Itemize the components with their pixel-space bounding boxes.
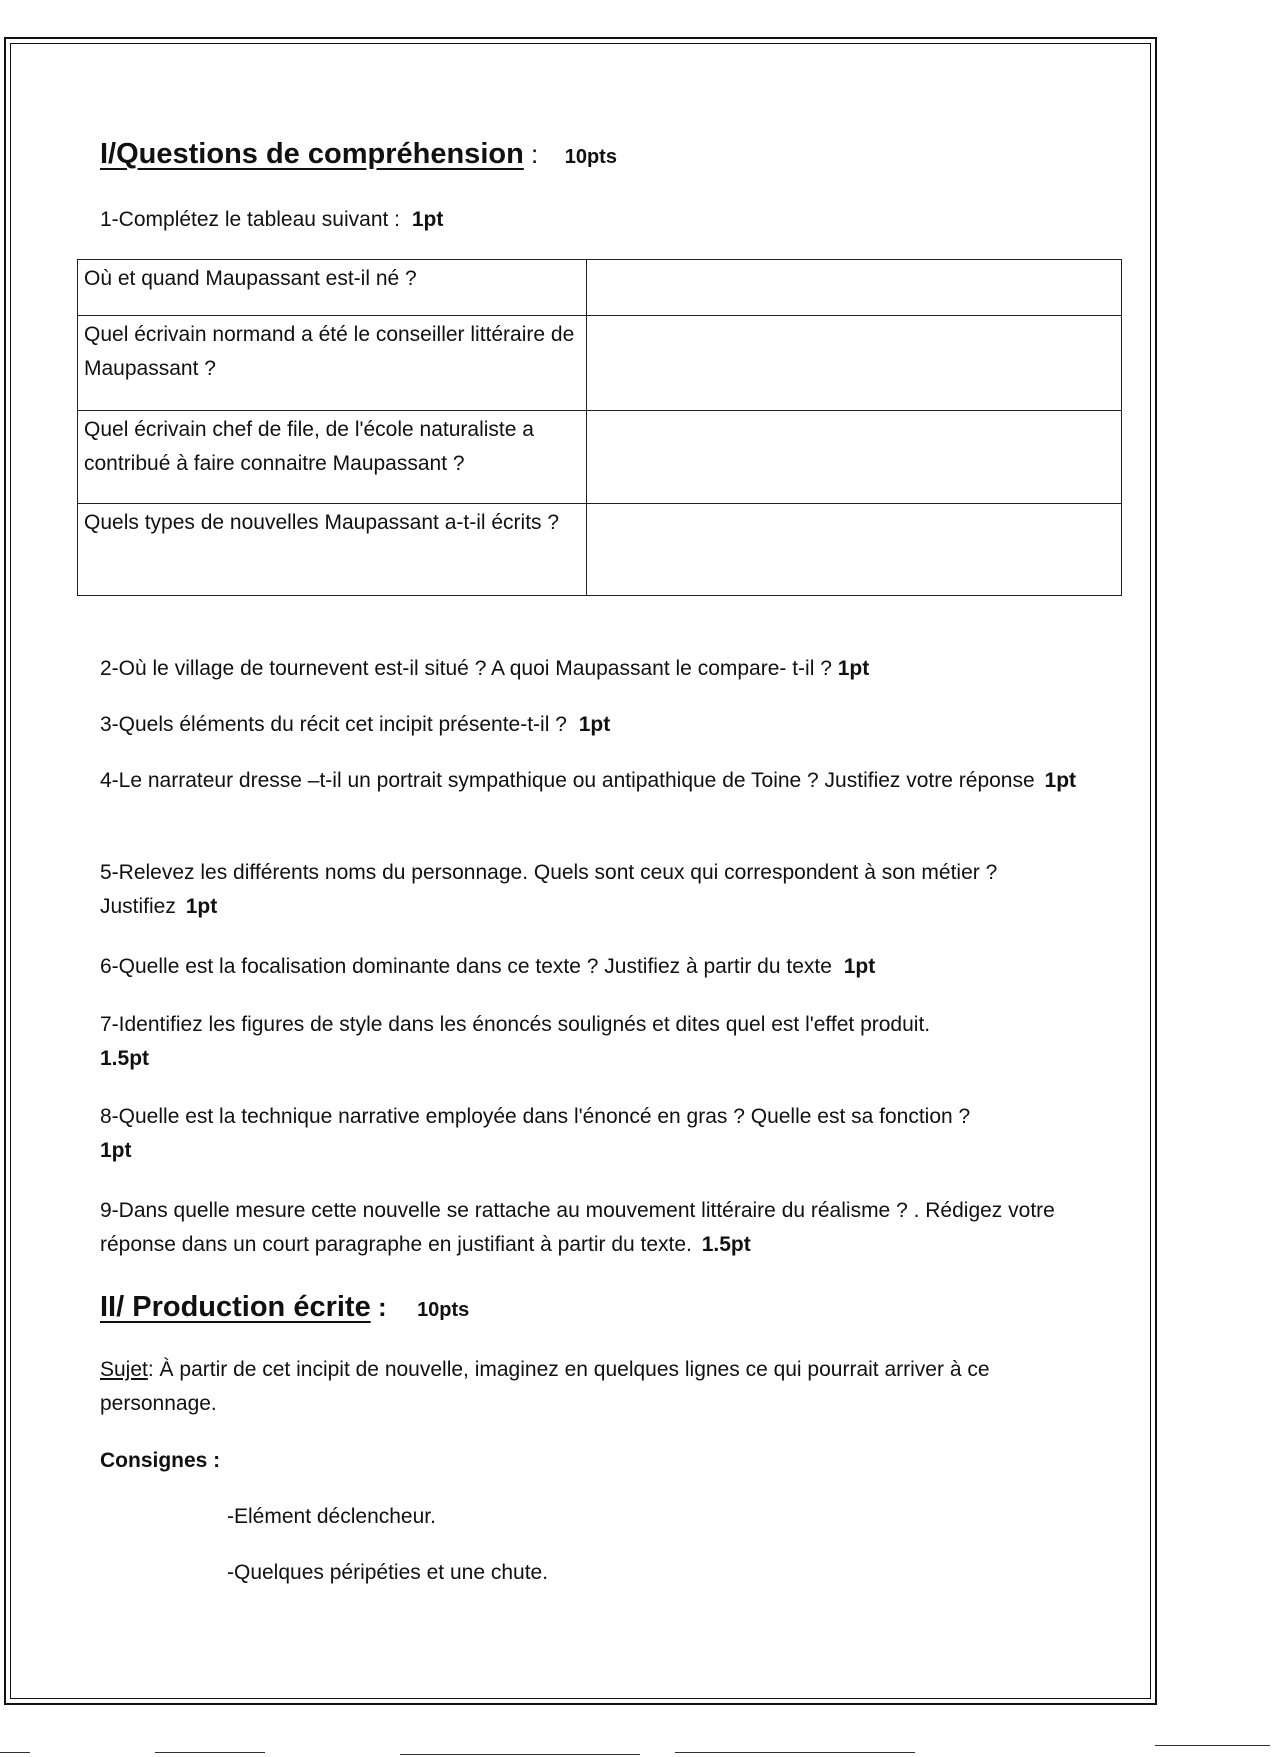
- question-text: 8-Quelle est la technique narrative employée dans l'énoncé en gras ? Quelle est sa fonction ?: [100, 1105, 971, 1128]
- table-row: [78, 316, 1122, 411]
- sujet-paragraph: [100, 1353, 1090, 1421]
- question-text: 5-Relevez les différents noms du personnage. Quels sont ceux qui correspondent à son métier ? Justifiez: [100, 861, 998, 918]
- table-row: [78, 504, 1122, 596]
- scan-line: [1155, 1745, 1270, 1746]
- question-5: [100, 856, 1040, 924]
- scan-line: [0, 1752, 30, 1753]
- question-points: 1pt: [837, 657, 870, 680]
- question-points: 1.5pt: [701, 1233, 751, 1256]
- question-8: [100, 1100, 1100, 1168]
- question-3: [100, 708, 1090, 742]
- question-6: [100, 950, 1090, 984]
- question-text: 4-Le narrateur dresse –t-il un portrait sympathique ou antipathique de Toine ? Justifiez votre réponse: [100, 769, 1035, 792]
- sujet-text: : À partir de cet incipit de nouvelle, imaginez en quelques lignes ce qui pourrait arriver à ce personnage.: [100, 1358, 990, 1415]
- table-row: [78, 411, 1122, 504]
- questions-table: [77, 259, 1122, 596]
- question-1: [100, 203, 443, 237]
- table-question-cell: Quels types de nouvelles Maupassant a-t-il écrits ?: [78, 504, 587, 596]
- table-answer-cell: [587, 411, 1122, 504]
- question-9: [100, 1194, 1060, 1262]
- consigne-item: -Quelques péripéties et une chute.: [227, 1561, 549, 1584]
- question-text: 6-Quelle est la focalisation dominante dans ce texte ? Justifiez à partir du texte: [100, 955, 832, 978]
- table-question-cell: Quel écrivain normand a été le conseiller littéraire de Maupassant ?: [78, 316, 587, 411]
- table-question-cell: Quel écrivain chef de file, de l'école naturaliste a contribué à faire connaitre Maupassant ?: [78, 411, 587, 504]
- question-points: 1pt: [100, 1139, 132, 1162]
- question-points: 1pt: [185, 895, 218, 918]
- question-points: 1pt: [843, 955, 876, 978]
- table-answer-cell: [587, 260, 1122, 316]
- question-4: [100, 764, 1090, 798]
- consignes-label: Consignes :: [100, 1449, 221, 1472]
- scan-line: [155, 1752, 265, 1753]
- scan-line: [400, 1754, 640, 1755]
- table-answer-cell: [587, 316, 1122, 411]
- section1-heading: [100, 138, 617, 171]
- section2-points: 10pts: [417, 1299, 470, 1321]
- question-text: 9-Dans quelle mesure cette nouvelle se rattache au mouvement littéraire du réalisme ? . Rédigez votre réponse dans un court paragraphe en justifiant à partir du texte.: [100, 1199, 1055, 1256]
- sujet-label: Sujet: [100, 1358, 148, 1381]
- question-text: 2-Où le village de tournevent est-il situé ? A quoi Maupassant le compare- t-il ?: [100, 657, 832, 680]
- section2-title: II/ Production écrite: [100, 1291, 371, 1323]
- section1-colon: :: [523, 139, 539, 169]
- question-7: [100, 1008, 1090, 1076]
- table-question-cell: Où et quand Maupassant est-il né ?: [78, 260, 587, 316]
- question-text: 7-Identifiez les figures de style dans les énoncés soulignés et dites quel est l'effet produit.: [100, 1013, 931, 1036]
- scan-line: [675, 1752, 915, 1753]
- question-text: 3-Quels éléments du récit cet incipit présente-t-il ?: [100, 713, 567, 736]
- table-answer-cell: [587, 504, 1122, 596]
- question-2: [100, 652, 1090, 686]
- section1-points: 10pts: [564, 146, 617, 168]
- question-1-text: 1-Complétez le tableau suivant :: [100, 208, 400, 231]
- consigne-item: -Elément déclencheur.: [227, 1505, 436, 1528]
- question-1-points: 1pt: [411, 208, 444, 231]
- section2-colon: :: [370, 1292, 387, 1322]
- section2-heading: [100, 1291, 469, 1324]
- question-points: 1pt: [1044, 769, 1077, 792]
- table-row: [78, 260, 1122, 316]
- section1-title: I/Questions de compréhension: [100, 138, 524, 170]
- question-points: 1pt: [578, 713, 611, 736]
- question-points: 1.5pt: [100, 1047, 150, 1070]
